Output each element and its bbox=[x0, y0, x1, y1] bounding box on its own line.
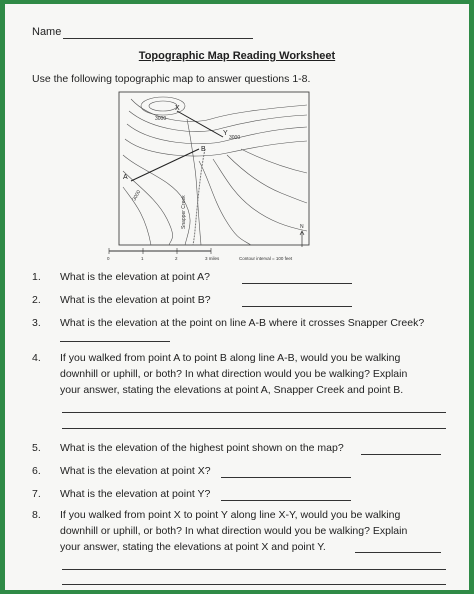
contour-label: 3000 bbox=[229, 135, 241, 141]
answer-blank-1[interactable] bbox=[242, 283, 352, 284]
point-y-label: Y bbox=[223, 130, 228, 137]
name-blank[interactable] bbox=[63, 38, 253, 39]
scale-tick: 1 bbox=[141, 256, 144, 261]
worksheet-title: Topographic Map Reading Worksheet bbox=[138, 50, 336, 62]
name-label: Name bbox=[32, 26, 62, 38]
topographic-map bbox=[101, 89, 317, 265]
answer-blank-2[interactable] bbox=[242, 306, 352, 307]
creek-path bbox=[193, 149, 205, 245]
question-6-text: What is the elevation at point X? bbox=[60, 465, 211, 477]
question-number: 8. bbox=[32, 509, 41, 521]
instructions: Use the following topographic map to answer questions 1-8. bbox=[32, 73, 311, 85]
question-8-line-3: your answer, stating the elevations at point X and point Y. bbox=[60, 541, 326, 553]
question-number: 1. bbox=[32, 271, 41, 283]
answer-blank-6[interactable] bbox=[221, 477, 351, 478]
question-number: 2. bbox=[32, 294, 41, 306]
map-border bbox=[119, 92, 309, 245]
question-1-text: What is the elevation at point A? bbox=[60, 271, 211, 283]
question-5-text: What is the elevation of the highest point shown on the map? bbox=[60, 442, 344, 454]
answer-blank-8c[interactable] bbox=[62, 584, 446, 585]
scale-tick: 3 miles bbox=[205, 256, 220, 261]
question-number: 6. bbox=[32, 465, 41, 477]
question-8-line-2: downhill or uphill, or both? In what direction would you be walking? Explain bbox=[60, 525, 408, 537]
answer-blank-7[interactable] bbox=[221, 500, 351, 501]
line-x-y bbox=[177, 111, 223, 137]
point-b-label: B bbox=[201, 146, 206, 153]
worksheet-page bbox=[5, 4, 469, 590]
question-7-text: What is the elevation at point Y? bbox=[60, 488, 211, 500]
point-a-label: A bbox=[123, 174, 128, 181]
answer-blank-5[interactable] bbox=[361, 454, 441, 455]
question-number: 3. bbox=[32, 317, 41, 329]
creek-label: Snapper Creek bbox=[181, 195, 187, 229]
answer-blank-8b[interactable] bbox=[62, 569, 446, 570]
answer-blank-8a[interactable] bbox=[355, 552, 441, 553]
question-number: 4. bbox=[32, 352, 41, 364]
contour-lines bbox=[123, 97, 307, 245]
north-label: N bbox=[300, 224, 304, 230]
answer-blank-4b[interactable] bbox=[62, 428, 446, 429]
question-4-line-3: your answer, stating the elevations at point A, Snapper Creek and point B. bbox=[60, 384, 404, 396]
answer-blank-4a[interactable] bbox=[62, 412, 446, 413]
question-3-text: What is the elevation at the point on line A-B where it crosses Snapper Creek? bbox=[60, 317, 425, 329]
scale-tick: 0 bbox=[107, 256, 110, 261]
question-8-line-1: If you walked from point X to point Y along line X-Y, would you be walking bbox=[60, 509, 401, 521]
question-number: 5. bbox=[32, 442, 41, 454]
answer-blank-3[interactable] bbox=[60, 341, 170, 342]
question-4-line-2: downhill or uphill, or both? In what direction would you be walking? Explain bbox=[60, 368, 408, 380]
question-2-text: What is the elevation at point B? bbox=[60, 294, 211, 306]
contour-label: 3000 bbox=[131, 189, 143, 202]
question-4-line-1: If you walked from point A to point B along line A-B, would you be walking bbox=[60, 352, 401, 364]
point-x-label: X bbox=[175, 105, 180, 112]
question-number: 7. bbox=[32, 488, 41, 500]
contour-label: 3000 bbox=[155, 116, 167, 122]
scale-tick: 2 bbox=[175, 256, 178, 261]
contour-interval: Contour interval = 100 feet bbox=[239, 256, 293, 261]
